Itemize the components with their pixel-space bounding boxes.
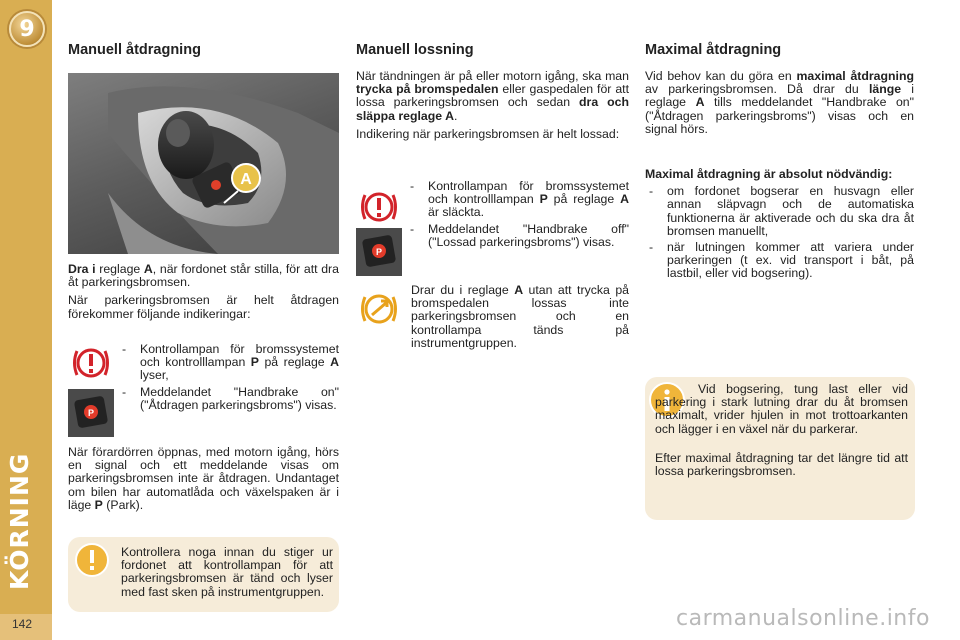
info-note-text-1: Vid bogsering, tung last eller vid parkering i stark lutning drar du åt bromsen maximalt, vrider hjulen in mot trottoarkanten och lägger i en växel när du parkerar. xyxy=(655,382,908,436)
warning-note-text: Kontrollera noga innan du stiger ur fordonet att kontrollampan för att parkeringsbromsen är tänd och lyser med fast sken på instrumentgruppen. xyxy=(121,545,333,599)
warning-exclamation-icon xyxy=(74,542,110,578)
watermark: carmanualsonline.info xyxy=(676,606,930,631)
handbrake-button-icon xyxy=(356,228,402,276)
col1-para-3: När förardörren öppnas, med motorn igång, hörs en signal och ett meddelande visas om parkeringsbromsen inte är åtdragen. Undantaget om bilen har automatlåda och växelspaken är i läge P (Park). xyxy=(68,445,339,512)
col1-para-1: Dra i reglage A, när fordonet står stilla, för att dra åt parkeringsbromsen. xyxy=(68,262,339,290)
brake-warning-icon xyxy=(358,186,400,228)
col3-bullet-1: - om fordonet bogserar en husvagn eller annan släpvagn och de automatiska funktionerna är aktiverade och du ska dra åt bromsen manuellt, xyxy=(645,185,914,238)
col2-para-3-block xyxy=(411,284,629,355)
info-note-text-2: Efter maximal åtdragning tar det längre tid att lossa parkeringsbromsen. xyxy=(655,451,908,479)
chapter-number: 9 xyxy=(19,16,35,42)
handbrake-control-illustration xyxy=(68,73,339,254)
col1-bullets xyxy=(118,343,339,415)
col3-text xyxy=(645,70,914,141)
col1-bullet-2: - Meddelandet "Handbrake on" ("Åtdragen parkeringsbroms") visas. xyxy=(118,386,339,412)
brake-warning-icon xyxy=(70,342,112,384)
svg-text:P: P xyxy=(87,408,95,418)
svg-text:P: P xyxy=(375,247,383,257)
col2-bullet-1: - Kontrollampan för bromssystemet och kontrolllampan P på reglage A är släckta. xyxy=(406,180,629,220)
col3-para-1: Vid behov kan du göra en maximal åtdragning av parkeringsbromsen. Då drar du länge i reglage A tills meddelandet "Handbrake on" ("Åtdragen parkeringsbroms") visas och en signal hörs. xyxy=(645,69,914,136)
handbrake-button-icon xyxy=(68,389,114,437)
col1-para-3-block xyxy=(68,446,339,517)
col3-subheading: Maximal åtdragning är absolut nödvändig: xyxy=(645,167,893,181)
col2-para-2: Indikering när parkeringsbromsen är helt lossad: xyxy=(356,126,620,141)
heading-maximum-apply: Maximal åtdragning xyxy=(645,42,782,58)
col2-bullets xyxy=(406,180,629,252)
heading-manual-apply: Manuell åtdragning xyxy=(68,42,201,58)
col1-text xyxy=(68,263,339,326)
col2-para-3: Drar du i reglage A utan att trycka på bromspedalen lossas inte parkeringsbromsen och en kontrollampa tänds på instrumentgruppen. xyxy=(411,283,629,350)
col3-subsection xyxy=(645,168,914,284)
col3-bullet-2: - när lutningen kommer att variera under parkeringen (t ex. vid transport i båt, på lastbil, eller vid bogsering). xyxy=(645,241,914,281)
col1-para-2: När parkeringsbromsen är helt åtdragen förekommer följande indikeringar: xyxy=(68,293,339,321)
section-label: KÖRNING xyxy=(5,452,34,590)
chapter-badge xyxy=(9,11,45,47)
col2-bullet-2: - Meddelandet "Handbrake off" ("Lossad parkeringsbroms") visas. xyxy=(406,223,629,249)
brake-fault-icon xyxy=(358,288,400,330)
heading-manual-release: Manuell lossning xyxy=(356,42,474,58)
control-a-label: A xyxy=(240,171,252,188)
col2-para-1: När tändningen är på eller motorn igång, ska man trycka på bromspedalen eller gaspedalen för att lossa parkeringsbromsen och sedan dra och släppa reglage A. xyxy=(356,69,629,123)
page-number: 142 xyxy=(12,617,33,631)
handbrake-control-photo xyxy=(68,73,339,254)
col1-bullet-1: - Kontrollampan för bromssystemet och kontrolllampan P på reglage A lyser, xyxy=(118,343,339,383)
col2-text xyxy=(356,70,629,146)
